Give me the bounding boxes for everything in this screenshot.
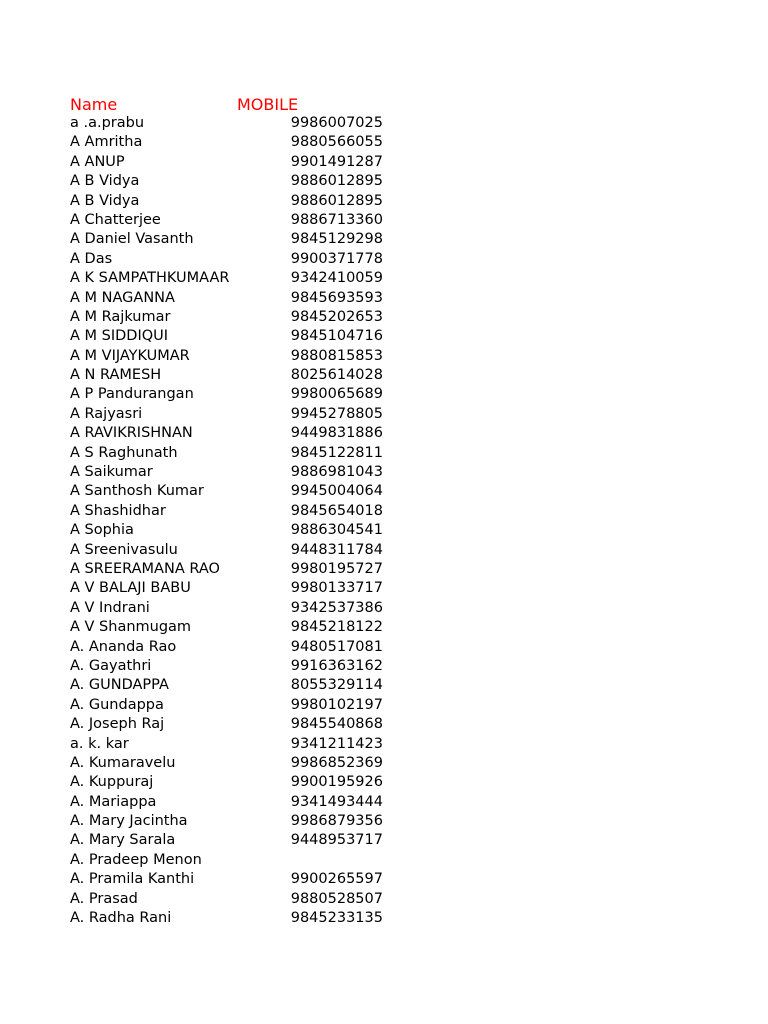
table-row <box>70 192 390 211</box>
contact-mobile-cell: 9916363162 <box>290 657 383 674</box>
table-row <box>70 793 390 812</box>
contact-mobile-cell: 9342537386 <box>290 599 383 616</box>
table-row <box>70 890 390 909</box>
contact-name-cell: A. Gundappa <box>70 696 164 713</box>
table-row <box>70 114 390 133</box>
contact-name-cell: A. GUNDAPPA <box>70 677 169 694</box>
table-row <box>70 599 390 618</box>
contact-mobile-cell: 9448311784 <box>290 541 383 558</box>
contact-name-cell: A. Mariappa <box>70 793 157 810</box>
mobile-column-header: MOBILE <box>237 95 299 114</box>
table-row <box>70 250 390 269</box>
table-row <box>70 870 390 889</box>
contact-mobile-cell: 9845104716 <box>290 328 383 345</box>
contact-name-cell: A Sophia <box>70 522 134 539</box>
contact-list <box>70 114 390 928</box>
contact-name-cell: A S Raghunath <box>70 444 178 461</box>
contact-name-cell: A. Joseph Raj <box>70 716 165 733</box>
contact-mobile-cell: 9886012895 <box>290 192 383 209</box>
table-row <box>70 133 390 152</box>
table-row <box>70 308 390 327</box>
contact-name-cell: A. Prasad <box>70 890 138 907</box>
contact-mobile-cell: 9341211423 <box>290 735 383 752</box>
contact-name-cell: A SREERAMANA RAO <box>70 560 220 577</box>
contact-mobile-cell: 9980102197 <box>290 696 383 713</box>
contact-mobile-cell: 9886304541 <box>290 522 383 539</box>
contact-name-cell: A. Mary Sarala <box>70 832 176 849</box>
contact-mobile-cell: 9945004064 <box>290 483 383 500</box>
contact-name-cell: A Shashidhar <box>70 502 166 519</box>
contact-name-cell: A B Vidya <box>70 192 140 209</box>
contact-name-cell: A M NAGANNA <box>70 289 175 306</box>
contact-mobile-cell: 9341493444 <box>290 793 383 810</box>
contact-name-cell: A ANUP <box>70 153 125 170</box>
table-row <box>70 424 390 443</box>
table-row <box>70 618 390 637</box>
contact-name-cell: A Sreenivasulu <box>70 541 178 558</box>
table-row <box>70 172 390 191</box>
table-row <box>70 579 390 598</box>
contact-mobile-cell: 9980195727 <box>290 560 383 577</box>
contact-name-cell: A N RAMESH <box>70 367 162 384</box>
table-row <box>70 715 390 734</box>
contact-mobile-cell: 9845540868 <box>290 716 383 733</box>
contact-name-cell: A Rajyasri <box>70 405 143 422</box>
table-row <box>70 735 390 754</box>
table-row <box>70 327 390 346</box>
contact-name-cell: A. Mary Jacintha <box>70 813 188 830</box>
table-row <box>70 385 390 404</box>
contact-name-cell: A V Indrani <box>70 599 150 616</box>
contact-name-cell: A Saikumar <box>70 464 153 481</box>
contact-name-cell: A M Rajkumar <box>70 308 171 325</box>
contact-mobile-cell: 8055329114 <box>290 677 383 694</box>
contact-name-cell: A P Pandurangan <box>70 386 194 403</box>
contact-mobile-cell: 9880566055 <box>290 134 383 151</box>
table-row <box>70 754 390 773</box>
table-row <box>70 153 390 172</box>
table-row <box>70 502 390 521</box>
table-row <box>70 560 390 579</box>
contact-name-cell: a .a.prabu <box>70 115 145 131</box>
contact-mobile-cell: 9845233135 <box>290 910 383 927</box>
table-row <box>70 230 390 249</box>
contact-name-cell: A K SAMPATHKUMAAR <box>70 270 230 287</box>
contact-mobile-cell: 9886012895 <box>290 173 383 190</box>
contact-mobile-cell: 8025614028 <box>290 367 383 384</box>
contact-name-cell: A Daniel Vasanth <box>70 231 194 248</box>
contact-name-cell: A Amritha <box>70 134 143 151</box>
contact-mobile-cell: 9880528507 <box>290 890 383 907</box>
contact-mobile-cell: 9980133717 <box>290 580 383 597</box>
table-row <box>70 269 390 288</box>
contact-name-cell: A V BALAJI BABU <box>70 580 191 597</box>
contact-mobile-cell: 9980065689 <box>290 386 383 403</box>
contact-name-cell: A. Pramila Kanthi <box>70 871 195 888</box>
contact-mobile-cell: 9886981043 <box>290 464 383 481</box>
contact-mobile-cell: 9886713360 <box>290 211 383 228</box>
contact-name-cell: A Das <box>70 250 113 267</box>
table-row <box>70 773 390 792</box>
table-row <box>70 444 390 463</box>
header-row <box>70 94 390 114</box>
table-row <box>70 676 390 695</box>
contact-mobile-cell: 9342410059 <box>290 270 383 287</box>
contact-name-cell: A RAVIKRISHNAN <box>70 425 193 442</box>
contact-name-cell: a. k. kar <box>70 735 129 752</box>
table-row <box>70 366 390 385</box>
contact-mobile-cell: 9480517081 <box>290 638 383 655</box>
contact-mobile-cell: 9845654018 <box>290 502 383 519</box>
table-row <box>70 289 390 308</box>
contact-mobile-cell: 9986007025 <box>290 115 383 131</box>
table-row <box>70 909 390 928</box>
table-row <box>70 851 390 870</box>
contact-mobile-cell: 9900265597 <box>290 871 383 888</box>
contact-name-cell: A. Ananda Rao <box>70 638 177 655</box>
contact-name-cell: A B Vidya <box>70 173 140 190</box>
table-row <box>70 521 390 540</box>
contact-mobile-cell: 9945278805 <box>290 405 383 422</box>
contact-name-cell: A. Kumaravelu <box>70 754 176 771</box>
contact-mobile-cell: 9845122811 <box>290 444 383 461</box>
contact-name-cell: A. Pradeep Menon <box>70 851 202 868</box>
contact-name-cell: A V Shanmugam <box>70 619 192 636</box>
name-column-header: Name <box>70 95 118 114</box>
contact-sheet <box>70 94 390 928</box>
contact-mobile-cell: 9845693593 <box>290 289 383 306</box>
contact-mobile-cell: 9986852369 <box>290 754 383 771</box>
table-row <box>70 211 390 230</box>
table-row <box>70 638 390 657</box>
table-row <box>70 812 390 831</box>
contact-mobile-cell: 9900195926 <box>290 774 383 791</box>
contact-mobile-cell: 9986879356 <box>290 813 383 830</box>
contact-mobile-cell: 9900371778 <box>290 250 383 267</box>
table-row <box>70 541 390 560</box>
contact-mobile-cell: 9845218122 <box>290 619 383 636</box>
table-row <box>70 657 390 676</box>
contact-name-cell: A M SIDDIQUI <box>70 328 169 345</box>
contact-mobile-cell: 9448953717 <box>290 832 383 849</box>
contact-name-cell: A M VIJAYKUMAR <box>70 347 190 364</box>
table-row <box>70 482 390 501</box>
contact-name-cell: A. Gayathri <box>70 657 152 674</box>
contact-name-cell: A. Radha Rani <box>70 910 172 927</box>
table-row <box>70 405 390 424</box>
contact-mobile-cell: 9845129298 <box>290 231 383 248</box>
contact-name-cell: A Chatterjee <box>70 211 161 228</box>
contact-mobile-cell: 9845202653 <box>290 308 383 325</box>
table-row <box>70 696 390 715</box>
table-row <box>70 831 390 850</box>
table-row <box>70 463 390 482</box>
contact-mobile-cell: 9449831886 <box>290 425 383 442</box>
contact-mobile-cell: 9901491287 <box>290 153 383 170</box>
contact-mobile-cell: 9880815853 <box>290 347 383 364</box>
contact-name-cell: A. Kuppuraj <box>70 774 154 791</box>
contact-name-cell: A Santhosh Kumar <box>70 483 204 500</box>
table-row <box>70 347 390 366</box>
